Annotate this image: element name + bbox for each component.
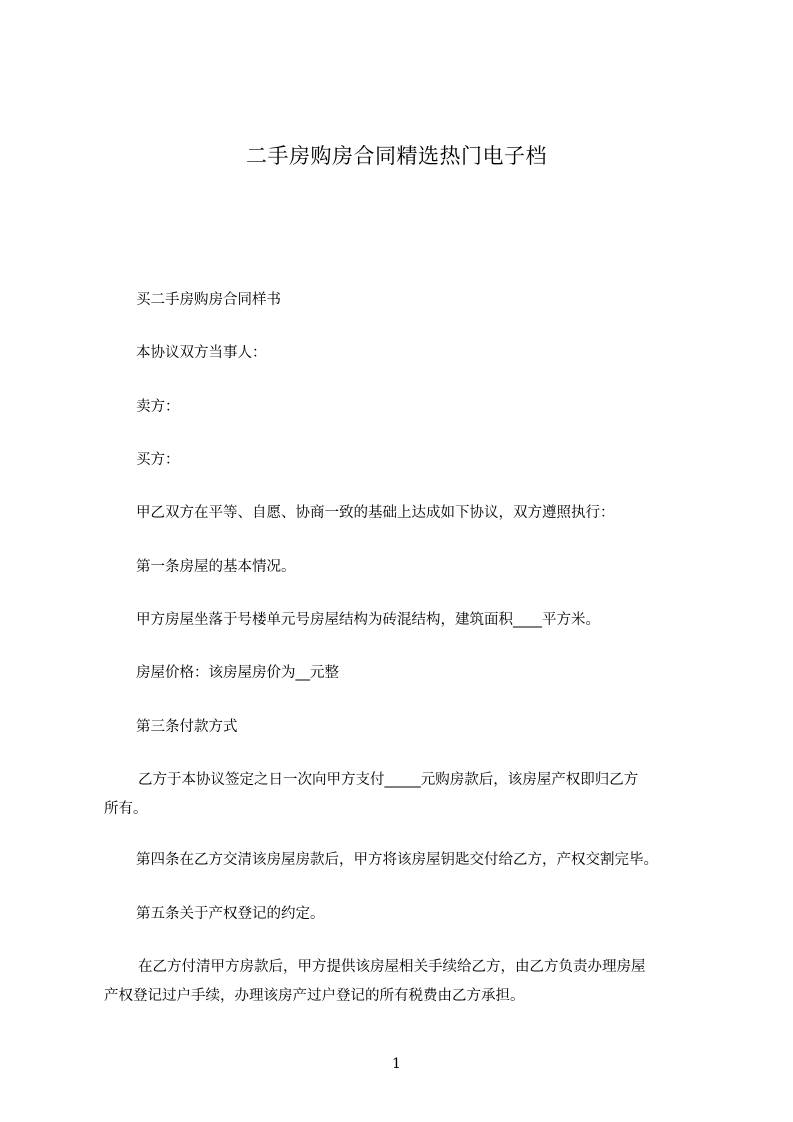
paragraph-article-4: 第四条在乙方交清该房屋房款后，甲方将该房屋钥匙交付给乙方，产权交割完毕。	[136, 852, 658, 868]
paragraph-buyer: 买方：	[136, 452, 180, 468]
paragraph-property-location: 甲方房屋坐落于号楼单元号房屋结构为砖混结构，建筑面积____平方米。	[136, 612, 600, 628]
document-title: 二手房购房合同精选热门电子档	[246, 144, 547, 168]
paragraph-article-1: 第一条房屋的基本情况。	[136, 559, 296, 575]
paragraph-article-3: 第三条付款方式	[136, 719, 238, 735]
paragraph-contract-sample: 买二手房购房合同样书	[136, 292, 281, 308]
paragraph-article-5: 第五条关于产权登记的约定。	[136, 906, 325, 922]
paragraph-property-price: 房屋价格：该房屋房价为__元整	[136, 665, 339, 681]
paragraph-seller: 卖方：	[136, 399, 180, 415]
paragraph-parties: 本协议双方当事人：	[136, 345, 267, 361]
paragraph-payment-line-1: 乙方于本协议签定之日一次向甲方支付_____元购房款后，该房屋产权即归乙方	[138, 772, 639, 788]
paragraph-registration-line-2: 产权登记过户手续，办理该房产过户登记的所有税费由乙方承担。	[104, 988, 525, 1004]
paragraph-payment-line-2: 所有。	[104, 801, 148, 817]
paragraph-registration-line-1: 在乙方付清甲方房款后，甲方提供该房屋相关手续给乙方，由乙方负责办理房屋	[138, 959, 646, 975]
paragraph-agreement-intro: 甲乙双方在平等、自愿、协商一致的基础上达成如下协议，双方遵照执行：	[136, 505, 615, 521]
page-number: 1	[392, 1056, 401, 1072]
